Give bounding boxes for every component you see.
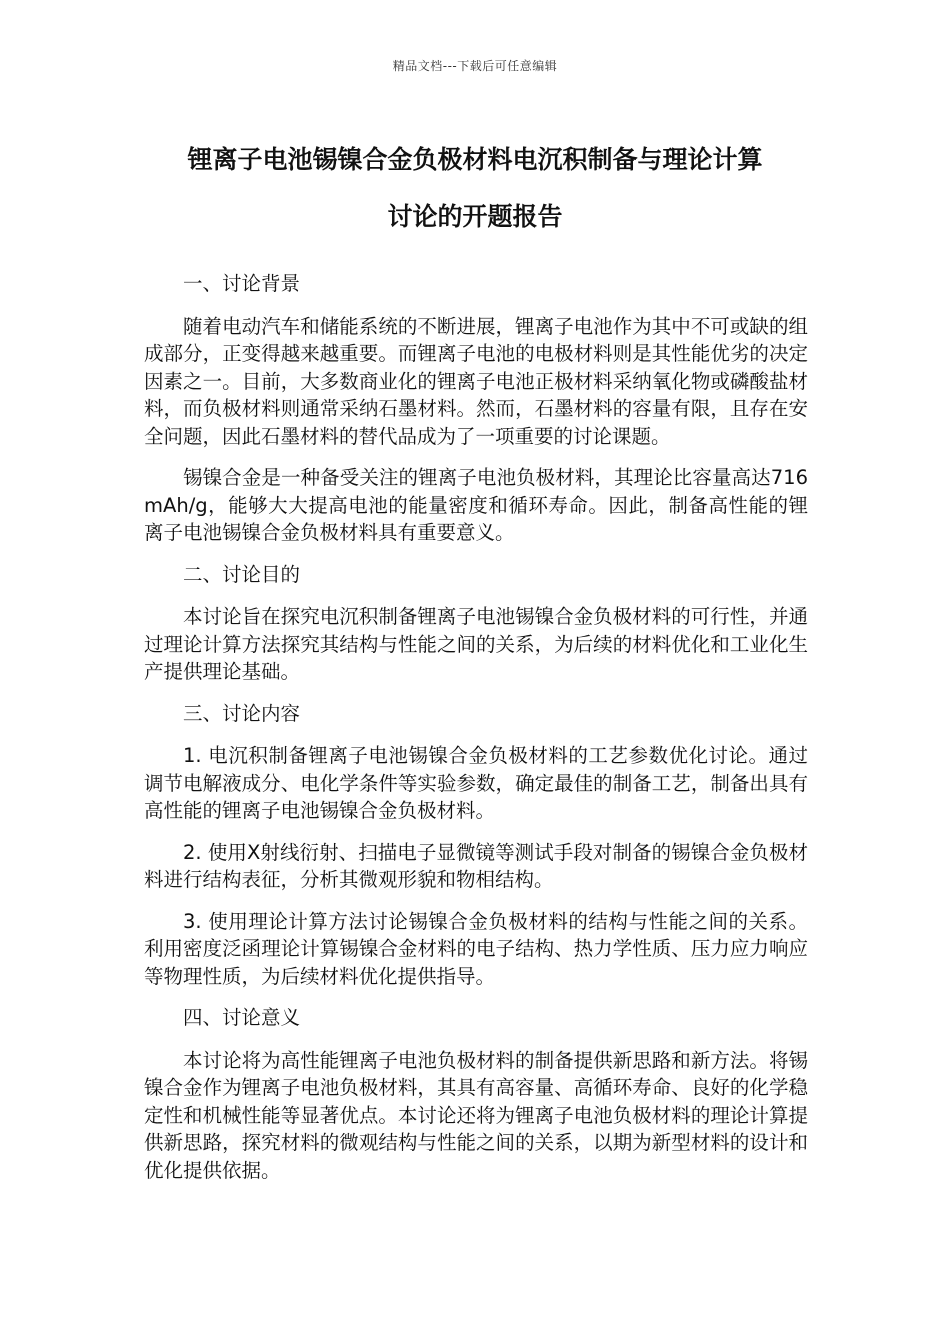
page-header-note: 精品文档---下载后可任意编辑: [392, 59, 558, 73]
purpose-paragraph-1: 本讨论旨在探究电沉积制备锂离子电池锡镍合金负极材料的可行性，并通过理论计算方法探究其结构与性能之间的关系，为后续的材料优化和工业化生产提供理论基础。: [144, 605, 808, 683]
section-heading-content: 三、讨论内容: [183, 701, 301, 725]
document-title-line-1: 锂离子电池锡镍合金负极材料电沉积制备与理论计算: [187, 145, 763, 174]
background-paragraph-1: 随着电动汽车和储能系统的不断进展，锂离子电池作为其中不可或缺的组成部分，正变得越来越重要。而锂离子电池的电极材料则是其性能优劣的决定因素之一。目前，大多数商业化的锂离子电池正极材料采纳氧化物或磷酸盐材料，而负极材料则通常采纳石墨材料。然而，石墨材料的容量有限，且存在安全问题，因此石墨材料的替代品成为了一项重要的讨论课题。: [144, 314, 808, 448]
content-item-1: 1. 电沉积制备锂离子电池锡镍合金负极材料的工艺参数优化讨论。通过调节电解液成分、电化学条件等实验参数，确定最佳的制备工艺，制备出具有高性能的锂离子电池锡镍合金负极材料。: [144, 744, 808, 822]
document-title-line-2: 讨论的开题报告: [387, 202, 563, 231]
section-heading-purpose: 二、讨论目的: [183, 562, 301, 586]
document-body: [144, 270, 808, 1198]
content-item-2: 2. 使用X射线衍射、扫描电子显微镜等测试手段对制备的锡镍合金负极材料进行结构表征，分析其微观形貌和物相结构。: [144, 840, 808, 891]
section-heading-significance: 四、讨论意义: [183, 1006, 301, 1029]
significance-paragraph-1: 本讨论将为高性能锂离子电池负极材料的制备提供新思路和新方法。将锡镍合金作为锂离子电池负极材料，其具有高容量、高循环寿命、良好的化学稳定性和机械性能等显著优点。本讨论还将为锂离子电池负极材料的理论计算提供新思路，探究材料的微观结构与性能之间的关系，以期为新型材料的设计和优化提供依据。: [144, 1048, 808, 1182]
document-title: [120, 131, 830, 245]
content-item-3: 3. 使用理论计算方法讨论锡镍合金负极材料的结构与性能之间的关系。利用密度泛函理论计算锡镍合金材料的电子结构、热力学性质、压力应力响应等物理性质，为后续材料优化提供指导。: [144, 909, 808, 988]
background-paragraph-2: 锡镍合金是一种备受关注的锂离子电池负极材料，其理论比容量高达716mAh/g，能够大大提高电池的能量密度和循环寿命。因此，制备高性能的锂离子电池锡镍合金负极材料具有重要意义。: [144, 466, 808, 544]
section-heading-background: 一、讨论背景: [183, 272, 301, 295]
